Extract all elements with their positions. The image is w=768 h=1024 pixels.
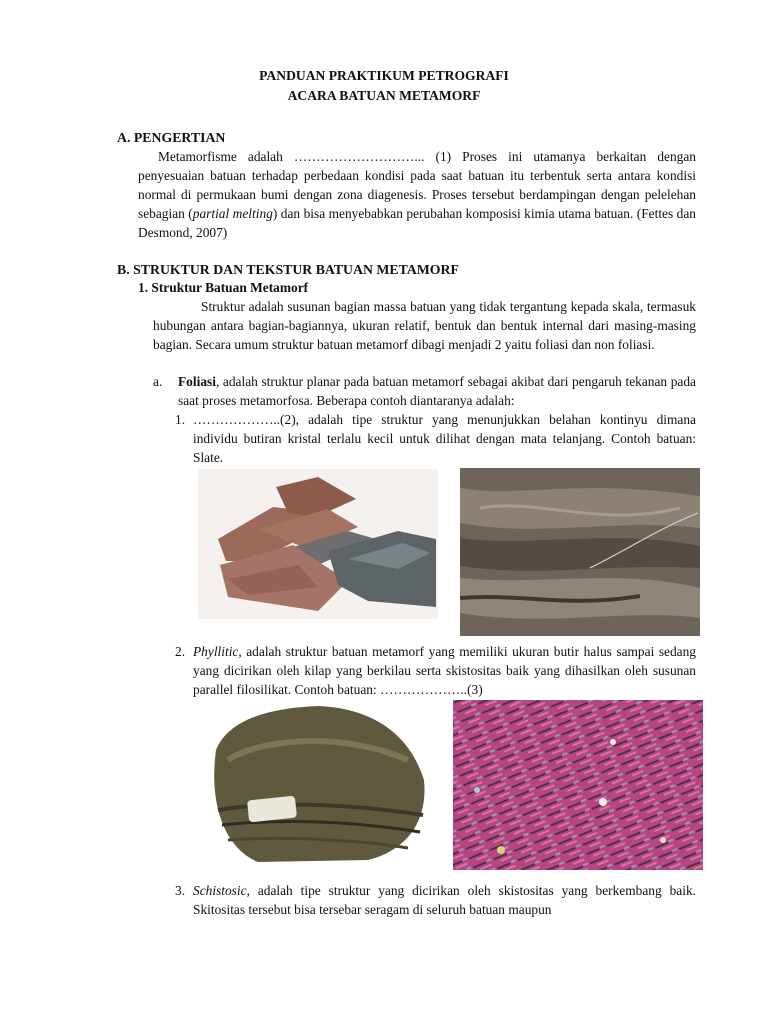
schistosic-keyword: Schistosic	[193, 883, 247, 898]
thin-section-graphic	[453, 700, 703, 870]
section-a-text-end: ) dan bisa menyebabkan perubahan komposisi kimia utama batuan. (Fettes dan Desmond, 2007)	[138, 206, 697, 240]
list-1-marker: 1.	[175, 412, 186, 427]
section-a-italic: partial melting	[192, 206, 273, 221]
subsection-1-heading: 1. Struktur Batuan Metamorf	[138, 280, 309, 295]
list-3-marker: 3.	[175, 883, 186, 898]
list-1-text: ………………..(2), adalah tipe struktur yang menunjukkan belahan kontinyu dimana individu butiran kristal terlalu kecil untuk dilihat dengan mata telanjang. Contoh batuan: Slate.	[193, 412, 696, 465]
section-a-paragraph	[138, 147, 696, 242]
item-a-text: , adalah struktur planar pada batuan metamorf sebagai akibat dari pengaruh tekanan pada saat proses metamorfosa. Beberapa contoh diantaranya adalah:	[178, 374, 696, 408]
slate-photo-graphic	[198, 469, 438, 619]
item-a-paragraph	[178, 372, 696, 410]
list-3-paragraph	[193, 881, 696, 919]
phyllite-thin-section-image	[453, 700, 703, 870]
list-3-text: , adalah tipe struktur yang dicirikan oleh skistositas yang berkembang baik. Skitositas tersebut bisa tersebar seragam di seluruh batuan maupun	[193, 883, 696, 917]
doc-subtitle: ACARA BATUAN METAMORF	[287, 88, 481, 103]
section-b-heading: B. STRUKTUR DAN TEKSTUR BATUAN METAMORF	[117, 262, 459, 277]
phyllite-photo-graphic	[198, 700, 434, 868]
foliasi-keyword: Foliasi	[178, 374, 216, 389]
list-2-marker: 2.	[175, 644, 186, 659]
subsection-1-paragraph	[153, 297, 696, 354]
slate-hand-sample-image	[198, 469, 438, 619]
slate-closeup-image	[460, 468, 700, 636]
list-2-paragraph	[193, 642, 696, 699]
phyllite-hand-sample-image	[198, 700, 434, 868]
section-a-heading: A. PENGERTIAN	[117, 130, 226, 145]
list-2-text: , adalah struktur batuan metamorf yang memiliki ukuran butir halus sampai sedang yang dicirikan oleh kilap yang berkilau serta skistositas baik yang dihasilkan oleh susunan parallel filosilikat. Contoh batuan: ………………..(3)	[193, 644, 696, 697]
phyllitic-keyword: Phyllitic	[193, 644, 239, 659]
subsection-1-text: Struktur adalah susunan bagian massa batuan yang tidak tergantung kepada skala, termasuk hubungan antara bagian-bagiannya, ukuran relatif, bentuk dan bentuk internal dari masing-masing bagian. Secara umum struktur batuan metamorf dibagi menjadi 2 yaitu foliasi dan non foliasi.	[153, 299, 696, 352]
doc-title: PANDUAN PRAKTIKUM PETROGRAFI	[259, 68, 509, 83]
slate-texture-graphic	[460, 468, 700, 636]
item-a-marker: a.	[153, 374, 163, 389]
section-a-text: Metamorfisme adalah ………………………... (1) Proses ini utamanya berkaitan dengan penyesuaian batuan terhadap perbedaan kondisi pada saat batuan itu terbentuk serta antara kondisi normal di permukaan bumi dengan zona diagenesis. Proses tersebut berdampingan dengan pelelehan sebagian (	[138, 149, 696, 221]
